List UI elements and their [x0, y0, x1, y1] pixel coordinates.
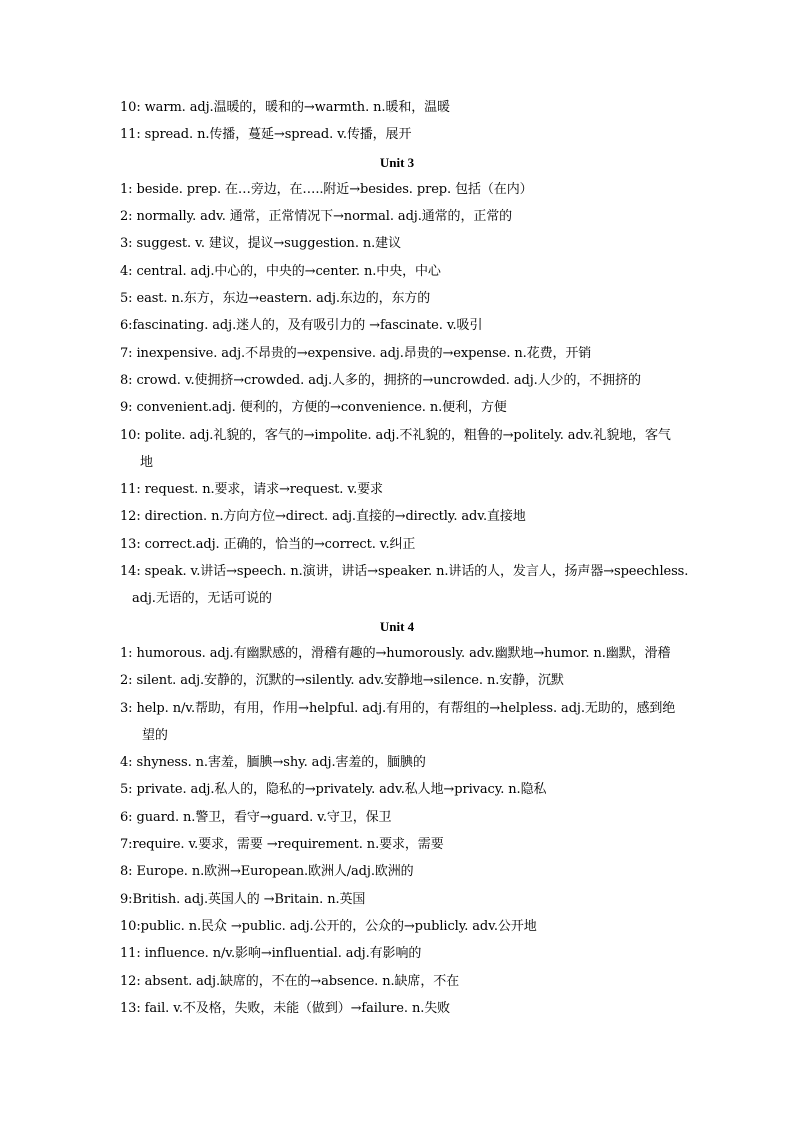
list-item: 10: polite. adj.礼貌的，客气的→impolite. adj.不礼貌的，粗鲁的→politely. adv.礼貌地，客气 [120, 427, 671, 443]
list-item: 5: private. adj.私人的，隐私的→privately. adv.私人地→privacy. n.隐私 [120, 782, 547, 798]
list-item: 5: east. n.东方，东边→eastern. adj.东边的，东方的 [120, 291, 431, 307]
unit-3-heading: Unit 3 [379, 154, 415, 170]
list-item: 9: convenient.adj. 便利的，方便的→convenience. n.便利，方便 [120, 400, 507, 416]
list-item: 8: Europe. n.欧洲→European.欧洲人/adj.欧洲的 [120, 864, 414, 880]
list-item: 6: guard. n.警卫，看守→guard. v.守卫，保卫 [120, 809, 392, 825]
list-item: 7: inexpensive. adj.不昂贵的→expensive. adj.昂贵的→expense. n.花费，开销 [120, 345, 592, 361]
list-item: 3: help. n/v.帮助，有用，作用→helpful. adj.有用的，有帮组的→helpless. adj.无助的，感到绝 [120, 700, 676, 716]
list-item: 4: shyness. n.害羞，腼腆→shy. adj.害羞的，腼腆的 [120, 755, 426, 771]
list-item: 10:public. n.民众 →public. adj.公开的，公众的→publicly. adv.公开地 [120, 918, 537, 934]
list-item: 12: direction. n.方向方位→direct. adj.直接的→directly. adv.直接地 [120, 509, 526, 525]
list-item: 10: warm. adj.温暖的，暖和的→warmth. n.暖和，温暖 [120, 100, 450, 115]
list-item-continuation: 望的 [142, 727, 168, 743]
unit-4-heading: Unit 4 [379, 618, 415, 634]
list-item: 12: absent. adj.缺席的，不在的→absence. n.缺席，不在 [120, 973, 460, 989]
list-item: 1: beside. prep. 在…旁边，在…..附近→besides. prep. 包括（在内） [120, 181, 533, 197]
list-item: 11: influence. n/v.影响→influential. adj.有影响的 [120, 946, 422, 962]
list-item: 11: request. n.要求，请求→request. v.要求 [120, 482, 383, 498]
list-item: 8: crowd. v.使拥挤→crowded. adj.人多的，拥挤的→uncrowded. adj.人少的，不拥挤的 [120, 372, 641, 388]
list-item: 11: spread. n.传播，蔓延→spread. v.传播，展开 [120, 127, 412, 143]
list-item: 13: fail. v.不及格，失败，未能（做到）→failure. n.失败 [120, 1000, 451, 1016]
list-item-continuation: 地 [140, 454, 153, 470]
list-item: 14: speak. v.讲话→speech. n.演讲，讲话→speaker. n.讲话的人，发言人，扬声器→speechless. [120, 564, 689, 580]
list-item: 6:fascinating. adj.迷人的，及有吸引力的 →fascinate. v.吸引 [120, 318, 483, 334]
list-item: 13: correct.adj. 正确的，恰当的→correct. v.纠正 [120, 536, 416, 552]
list-item: 7:require. v.要求，需要 →requirement. n.要求，需要 [120, 837, 444, 853]
list-item: 3: suggest. v. 建议，提议→suggestion. n.建议 [120, 236, 401, 252]
list-item-continuation: adj.无语的，无话可说的 [132, 591, 272, 607]
list-item: 2: silent. adj.安静的，沉默的→silently. adv.安静地→silence. n.安静，沉默 [120, 673, 564, 689]
list-item: 2: normally. adv. 通常，正常情况下→normal. adj.通常的，正常的 [120, 209, 513, 225]
vocabulary-list [120, 94, 689, 1022]
list-item: 1: humorous. adj.有幽默感的，滑稽有趣的→humorously. adv.幽默地→humor. n.幽默，滑稽 [120, 645, 671, 661]
list-item: 9:British. adj.英国人的 →Britain. n.英国 [120, 891, 366, 907]
list-item: 4: central. adj.中心的，中央的→center. n.中央，中心 [120, 263, 441, 279]
